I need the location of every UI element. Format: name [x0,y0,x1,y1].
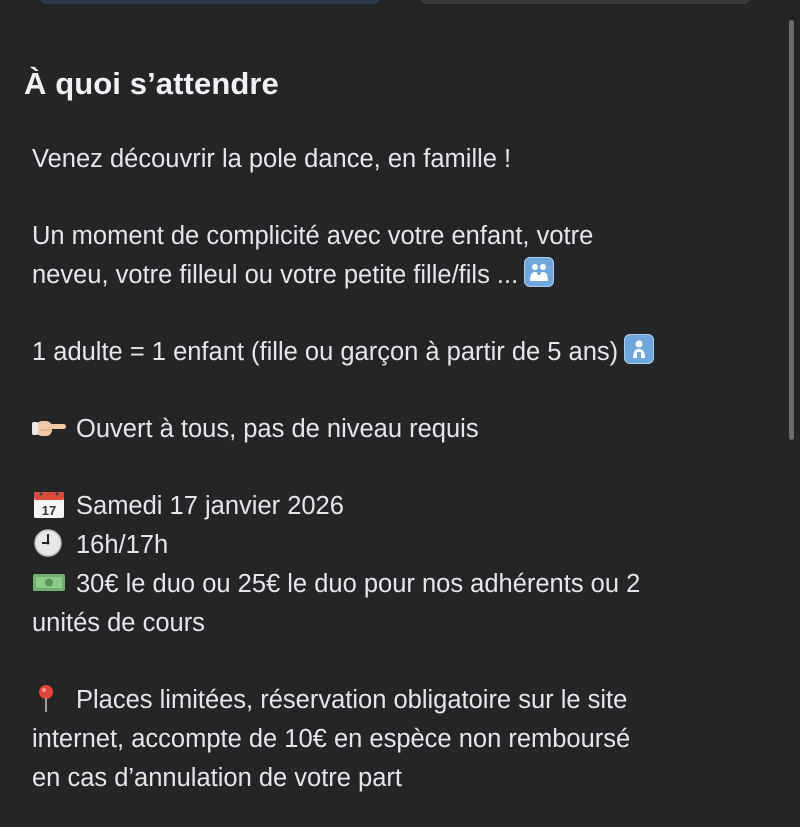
complicity-text-2: neveu, votre filleul ou votre petite fille/fils ... [32,261,519,289]
places-line [32,759,402,797]
places-text-1: Places limitées, réservation obligatoire sur le site [76,686,628,714]
family-icon [524,257,554,287]
section-heading: À quoi s’attendre [24,66,279,101]
price-line [32,604,205,642]
date-line [32,487,344,525]
description-line [32,333,654,371]
banknote-icon [32,567,66,597]
description-line [32,140,511,178]
pin-icon [32,683,66,713]
price-line [32,565,640,603]
calendar-icon [32,489,66,519]
places-text-2: internet, accompte de 10€ en espèce non remboursé [32,725,631,753]
event-time: 16h/17h [76,531,169,559]
time-line [32,526,168,564]
description-line [32,410,479,448]
price-text-2: unités de cours [32,609,205,637]
secondary-action-button[interactable] [420,0,750,4]
description-line [32,256,554,294]
complicity-text-1: Un moment de complicité avec votre enfant, votre [32,222,594,250]
ratio-text: 1 adulte = 1 enfant (fille ou garçon à partir de 5 ans) [32,338,619,366]
pointing-hand-icon [32,412,66,442]
event-date: Samedi 17 janvier 2026 [76,492,344,520]
description-line [32,217,593,255]
price-text-1: 30€ le duo ou 25€ le duo pour nos adhérents ou 2 [76,570,641,598]
child-icon [624,334,654,364]
places-line [32,681,627,719]
places-line [32,720,630,758]
svg-text:17: 17 [41,503,57,518]
clock-icon [32,528,66,558]
places-text-3: en cas d’annulation de votre part [32,764,402,792]
open-to-all-text: Ouvert à tous, pas de niveau requis [76,415,479,443]
intro-text: Venez découvrir la pole dance, en famille ! [32,145,512,173]
primary-action-button[interactable] [40,0,380,4]
scrollbar[interactable] [789,20,794,440]
